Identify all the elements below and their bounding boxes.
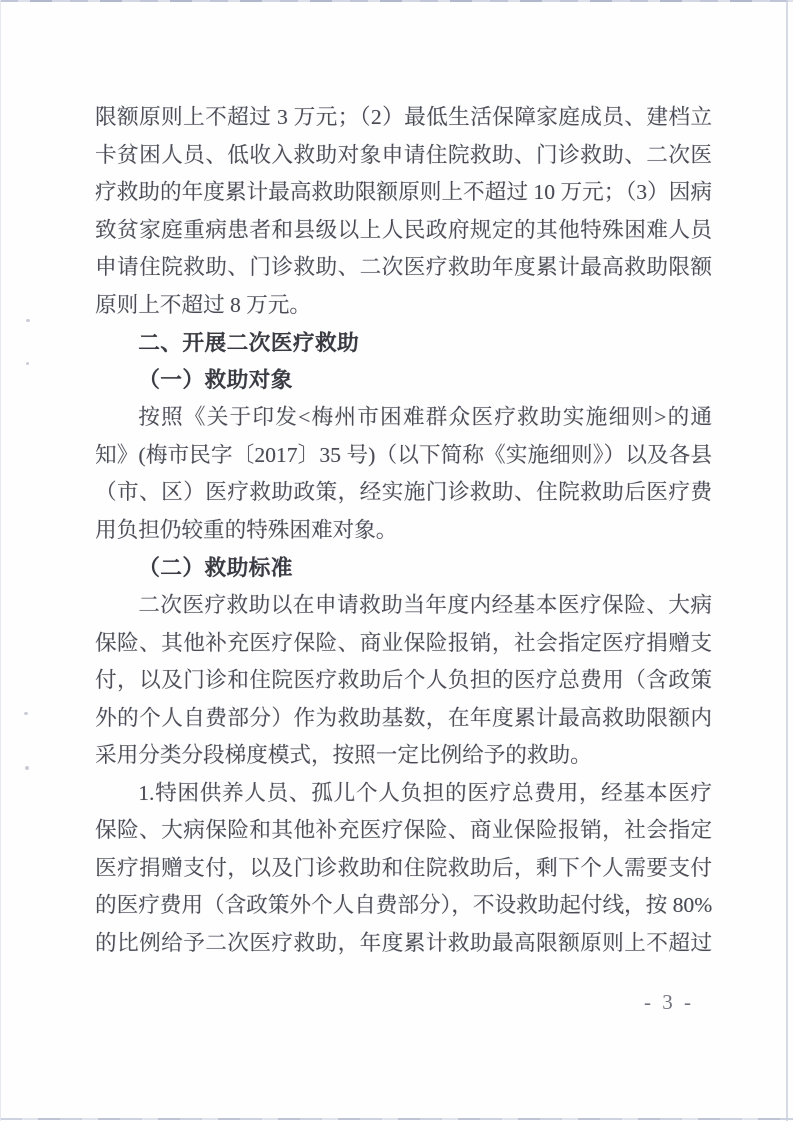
sub-heading: （二）救助标准 xyxy=(138,555,293,580)
text-line: 1.特困供养人员、孤儿个人负担的医疗总费用，经基本医疗 xyxy=(138,780,712,805)
scan-edge-right xyxy=(786,0,788,1121)
text-line: 原则上不超过 8 万元。 xyxy=(95,292,311,317)
section-heading: 二、开展二次医疗救助 xyxy=(138,330,360,356)
text-line: 限额原则上不超过 3 万元；（2）最低生活保障家庭成员、建档立 xyxy=(95,105,712,129)
text-line: 保险、大病保险和其他补充医疗保险、商业保险报销，社会指定 xyxy=(95,818,712,843)
text-line: 外的个人自费部分）作为救助基数，在年度累计最高救助限额内 xyxy=(95,705,712,730)
margin-speck xyxy=(25,766,29,770)
scan-edge-bottom xyxy=(0,1118,793,1120)
text-line: 按照《关于印发<梅州市困难群众医疗救助实施细则>的通 xyxy=(138,405,712,430)
scan-edge-left xyxy=(0,0,1,1121)
text-line: 付，以及门诊和住院医疗救助后个人负担的医疗总费用（含政策 xyxy=(95,668,712,693)
text-line: 卡贫困人员、低收入救助对象申请住院救助、门诊救助、二次医 xyxy=(95,142,712,167)
sub-heading: （一）救助对象 xyxy=(138,367,293,392)
text-line: （市、区）医疗救助政策，经实施门诊救助、住院救助后医疗费 xyxy=(95,480,712,505)
scan-edge-top xyxy=(0,0,793,2)
margin-speck xyxy=(24,712,28,715)
text-line: 申请住院救助、门诊救助、二次医疗救助年度累计最高救助限额 xyxy=(95,255,712,280)
document-text-block xyxy=(95,99,712,1021)
text-line: 二次医疗救助以在申请救助当年度内经基本医疗保险、大病 xyxy=(138,593,712,618)
text-line: 疗救助的年度累计最高救助限额原则上不超过 10 万元；（3）因病 xyxy=(95,180,712,205)
margin-speck xyxy=(26,362,29,365)
margin-speck xyxy=(26,319,30,322)
text-line: 致贫家庭重病患者和县级以上人民政府规定的其他特殊困难人员 xyxy=(95,217,712,242)
text-line: 医疗捐赠支付，以及门诊救助和住院救助后，剩下个人需要支付 xyxy=(95,855,712,880)
text-line: 知》(梅市民字〔2017〕35 号)（以下简称《实施细则》）以及各县 xyxy=(95,442,712,467)
text-line: 的医疗费用（含政策外个人自费部分），不设救助起付线，按 80% xyxy=(95,893,713,918)
page-number: - 3 - xyxy=(644,989,694,1014)
text-line: 采用分类分段梯度模式，按照一定比例给予的救助。 xyxy=(95,743,592,768)
text-line: 保险、其他补充医疗保险、商业保险报销，社会指定医疗捐赠支 xyxy=(95,630,712,655)
text-line: 用负担仍较重的特殊困难对象。 xyxy=(95,518,398,543)
text-line: 的比例给予二次医疗救助，年度累计救助最高限额原则上不超过 xyxy=(95,931,712,956)
